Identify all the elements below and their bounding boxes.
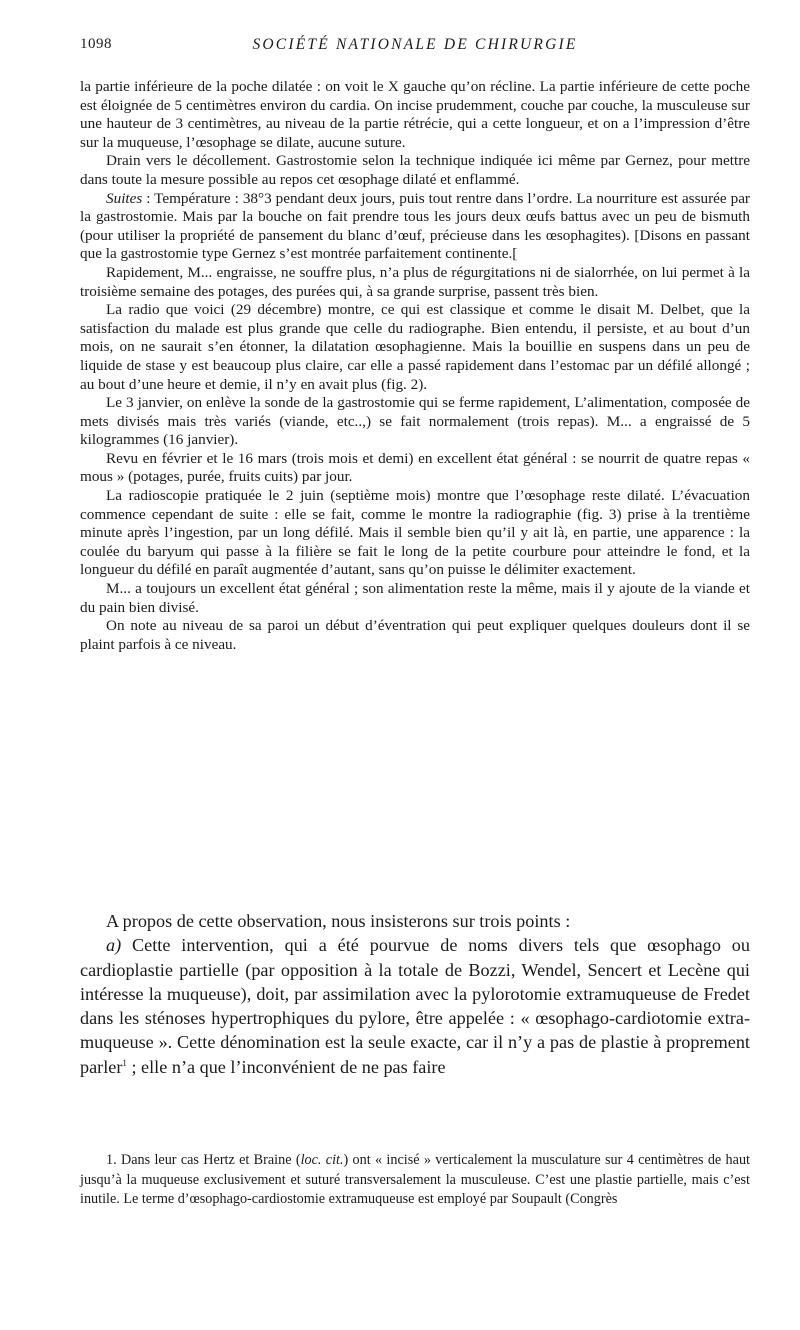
page-number: 1098 bbox=[80, 36, 112, 52]
paragraph: Revu en février et le 16 mars (trois mois et demi) en excellent état général : se nourrit de quatre repas « mous » (potages, purée, fruits cuits) par jour. bbox=[80, 449, 750, 486]
commentary-intro: A propos de cette observation, nous insisterons sur trois points : bbox=[106, 911, 571, 931]
footnote-number: 1. bbox=[106, 1152, 117, 1168]
footnote-text: Dans leur cas Hertz et Braine ( bbox=[116, 1152, 301, 1168]
page-header bbox=[80, 36, 750, 58]
case-report-body bbox=[80, 78, 750, 654]
paragraph: Le 3 janvier, on enlève la sonde de la gastrostomie qui se ferme rapidement, L’alimentation, composée de mets divisés mais très variés (viande, etc..,) se fait normalement (trois repas). M... a engraissé de 5 kilogrammes (16 janvier). bbox=[80, 394, 750, 449]
point-text-tail: ; elle n’a que l’inconvénient de ne pas faire bbox=[126, 1056, 446, 1077]
commentary-point-a bbox=[80, 933, 750, 1079]
paragraph-text: : Température : 38°3 pendant deux jours, puis tout rentre dans l’ordre. La nourriture est assurée par la gastrostomie. Mais par la bouche on fait prendre tous les jours deux œufs battus avec un peu de bismuth (pour utiliser la propriété de pansement du blanc d’œuf, précieuse dans les œsophagites). [Disons en passant que la gastrostomie type Gernez s’est montrée parfaitement continente.[ bbox=[80, 189, 750, 263]
footnote bbox=[80, 1151, 750, 1210]
footnote-reference[interactable]: 1 bbox=[122, 1057, 127, 1068]
paragraph: M... a toujours un excellent état général ; son alimentation reste la même, mais il y ajoute de la viande et du pain bien divisé. bbox=[80, 580, 750, 616]
footnote-text-rest: ) ont « incisé » verticalement la musculature sur 4 centimètres de haut jusqu’à la muqueuse exclusivement et suturé transversalement la musculeuse. C’est une plastie partielle, mais c’est inutile. Le terme d’œsophago-cardiostomie extramuqueuse est employé par Soupault (Congrès bbox=[80, 1152, 750, 1208]
paragraph: On note au niveau de sa paroi un début d’éventration qui peut expliquer quelques douleurs dont il se plaint parfois à ce niveau. bbox=[80, 617, 750, 653]
running-title: SOCIÉTÉ NATIONALE DE CHIRURGIE bbox=[252, 36, 578, 53]
paragraph bbox=[80, 190, 750, 264]
paragraph-lead: Suites bbox=[106, 189, 143, 207]
paragraph: La radioscopie pratiquée le 2 juin (septième mois) montre que l’œsophage reste dilaté. L’évacuation commence cependant de suite : elle se fait, comme le montre la radiographie (fig. 3) prise à la trentième minute après l’ingestion, par un long défilé. Mais il semble bien qu’il y ait là, en partie, une apparence : la coulée du baryum qui passe à la filière se fait le long de la petite courbure pour atteindre le fond, et la longueur du défilé en paraît augmentée d’autant, sans qu’on puisse le délimiter exactement. bbox=[80, 487, 750, 579]
point-text: Cette intervention, qui a été pourvue de noms divers tels que œsophago ou cardioplastie partielle (par opposition à la totale de Bozzi, Wendel, Sencert et Lecène qui intéresse la muqueuse), doit, par assimilation avec la pylorotomie extramuqueuse de Fredet dans les sténoses hypertrophiques du pylore, être appelée : « œsophago-cardiotomie extra-muqueuse ». Cette dénomination est la seule exacte, car il n’y a pas de plastie à proprement parler bbox=[80, 935, 750, 1077]
commentary-body bbox=[80, 909, 750, 1079]
paragraph: Drain vers le décollement. Gastrostomie selon la technique indiquée ici même par Gernez, pour mettre dans toute la mesure possible au repos cet œsophage dilaté et enflammé. bbox=[80, 152, 750, 188]
footnote-citation: loc. cit. bbox=[300, 1152, 344, 1168]
paragraph: La radio que voici (29 décembre) montre, ce qui est classique et comme le disait M. Delbet, que la satisfaction du malade est plus grande que celle du radiographe. Bien entendu, il persiste, et au bout d’un mois, on ne saurait s’en étonner, la dilatation œsophagienne. Mais la bouillie en suspens dans un peu de liquide de stase y est beaucoup plus claire, car elle a passé rapidement dans l’estomac par un défilé allongé ; au bout d’une heure et demie, il n’y en avait plus (fig. 2). bbox=[80, 301, 750, 393]
point-marker: a) bbox=[106, 935, 122, 956]
paragraph: Rapidement, M... engraisse, ne souffre plus, n’a plus de régurgitations ni de sialorrhée, on lui permet à la troisième semaine des potages, des purées qui, à sa grande surprise, passent très bien. bbox=[80, 263, 750, 300]
paragraph: la partie inférieure de la poche dilatée : on voit le X gauche qu’on récline. La partie inférieure de cette poche est éloignée de 5 centimètres environ du cardia. On incise prudemment, couche par couche, la musculeuse sur une hauteur de 3 centimètres, au niveau de la partie rétrécie, qui a cette longueur, et on a l’impression d’être sur la muqueuse, l’œsophage se dilate, aucune suture. bbox=[80, 78, 750, 151]
